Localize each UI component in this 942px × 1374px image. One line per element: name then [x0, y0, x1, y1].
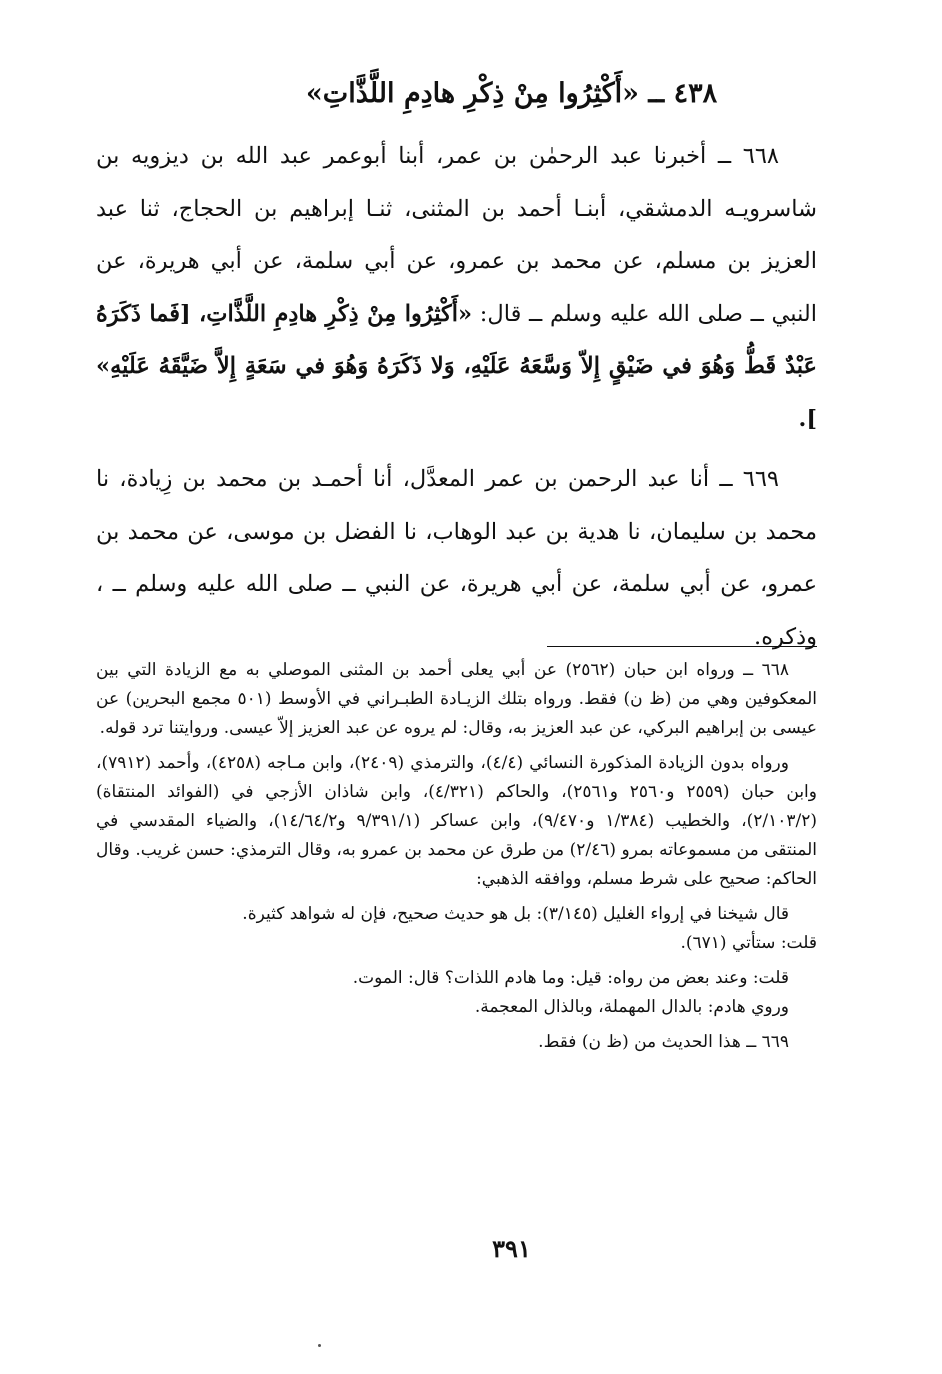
main-text	[96, 130, 817, 663]
footnote-668-paragraph-5: قلت: وعند بعض من رواه: قيل: وما هادم اللذات؟ قال: الموت.	[352, 968, 789, 988]
page-number: ٣٩١	[492, 1234, 531, 1263]
footnote-668-paragraph-2: ورواه بدون الزيادة المذكورة النسائي (٤/٤)، والترمذي (٢٤٠٩)، وابن مـاجه (٤٢٥٨)، وأحمد (٧٩١٢)، وابن حبان (٢٥٥٩ و٢٥٦٠ و٢٥٦١)، والحاكم (٤/٣٢١)، وابن شاذان الأزجي في (الفوائد المنتقاة) (٢/١٠٣/٢)، والخطيب (١/٣٨٤ و٩/٤٧٠)، وابن عساكر (٩/٣٩١/١ و١٤/٦٤/٢)، والضياء المقدسي في المنتقى من مسموعاته بمرو (٢/٤٦) من طرق عن محمد بن عمرو به، وقال الترمذي: حسن غريب. وقال الحاكم: صحيح على شرط مسلم، ووافقه الذهبي:	[96, 753, 818, 889]
footnote-separator	[547, 646, 817, 647]
hadith-668-matn: «أَكْثِرُوا مِنْ ذِكْرِ هادِمِ اللَّذَّاتِ، [فَما ذَكَرَهُ عَبْدٌ قَطُّ وَهُوَ في ضَيْقٍ إِلاّ وَسَّعَهُ عَلَيْهِ، وَلا ذَكَرَهُ وَهُوَ في سَعَةٍ إِلاَّ ضَيَّقَهُ عَلَيْهِ» ].	[96, 300, 817, 432]
footnote-669: ٦٦٩ ــ هذا الحديث من (ظ ن) فقط.	[538, 1032, 789, 1052]
hadith-668-isnad: ٦٦٨ ــ أخبرنا عبد الرحمٰن بن عمر، أبنا أبوعمر عبد الله بن ديزويه بن شاسرويـه الدمشقي، أبنـا أحمد بن المثنى، ثنـا إبراهيم بن الحجاج، ثنا عبد العزيز بن مسلم، عن محمد بن عمرو، عن أبي سلمة، عن أبي هريرة، عن النبي ــ صلى الله عليه وسلم ــ قال:	[96, 143, 817, 327]
footnote-668-paragraph-4: قلت: ستأتي (٦٧١).	[680, 933, 817, 953]
book-page	[96, 0, 817, 1374]
footnote-668-paragraph-6: وروي هادم: بالدال المهملة، وبالذال المعجمة.	[474, 997, 789, 1017]
hadith-669-text: ٦٦٩ ــ أنا عبد الرحمن بن عمر المعدَّل، أنا أحمـد بن محمد بن زِيادة، نا محمد بن سليمان، نا هدية بن عبد الوهاب، نا الفضل بن موسى، عن محمد بن عمرو، عن أبي سلمة، عن أبي هريرة، عن النبي ــ صلى الله عليه وسلم ــ ، وذكره.	[96, 466, 817, 650]
hadith-669	[96, 453, 817, 663]
scan-speck	[318, 1344, 321, 1347]
footnotes	[96, 656, 817, 1057]
footnote-668-paragraph-3: قال شيخنا في إرواء الغليل (٣/١٤٥): بل هو حديث صحيح، فإن له شواهد كثيرة.	[242, 904, 789, 924]
chapter-title: ٤٣٨ ــ «أَكْثِرُوا مِنْ ذِكْرِ هادِمِ اللَّذَّاتِ»	[305, 78, 718, 109]
footnote-668-paragraph-1: ٦٦٨ ــ ورواه ابن حبان (٢٥٦٢) عن أبي يعلى أحمد بن المثنى الموصلي به مع الزيادة التي بين المعكوفين وهي من (ظ ن) فقط. ورواه بتلك الزيـادة الطبـراني في الأوسط (٥٠١ مجمع البحرين) عن عيسى بن إبراهيم البركي، عن عبد العزيز به، وقال: لم يروه عن عبد العزيز إلاّ عيسى. وروايتنا ترد قوله.	[96, 660, 817, 738]
hadith-668	[96, 130, 817, 445]
